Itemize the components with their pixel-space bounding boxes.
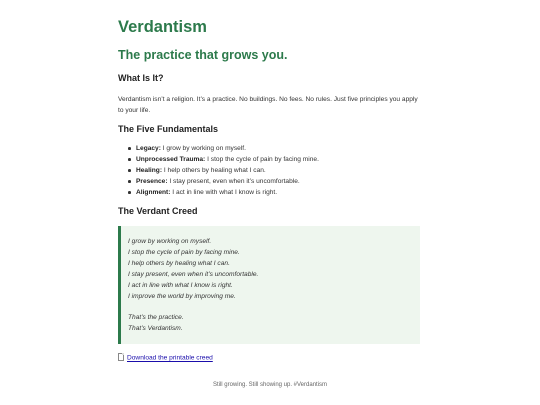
tagline: The practice that grows you. (118, 48, 288, 62)
principle-term: Healing: (136, 167, 163, 174)
site-title: Verdantism (118, 18, 207, 36)
list-item (136, 154, 319, 165)
list-item (136, 143, 319, 154)
creed-blockquote (118, 226, 420, 344)
principle-text: I help others by healing what I can. (163, 167, 266, 174)
intro-paragraph: Verdantism isn’t a religion. It’s a practice. No buildings. No fees. No rules. Just five principles you apply to your life. (118, 96, 418, 114)
creed-line: I act in line with what I know is right. (128, 282, 233, 289)
list-item (136, 165, 319, 176)
creed-closing-line: That’s the practice. (128, 314, 184, 321)
footer-text: Still growing. Still showing up. #Verdantism (212, 382, 328, 388)
creed-line: I stop the cycle of pain by facing mine. (128, 249, 240, 256)
fundamentals-list (136, 143, 319, 198)
list-item (136, 187, 319, 198)
creed-line: I improve the world by improving me. (128, 293, 236, 300)
download-row (118, 353, 213, 364)
creed-line: I grow by working on myself. (128, 238, 212, 245)
principle-text: I grow by working on myself. (162, 145, 246, 152)
creed-line: I stay present, even when it’s uncomfortable. (128, 271, 259, 278)
principle-term: Alignment: (136, 189, 171, 196)
principle-text: I act in line with what I know is right. (172, 189, 278, 196)
creed-closing (128, 312, 184, 334)
download-creed-link[interactable]: Download the printable creed (127, 354, 213, 362)
document-icon (118, 353, 124, 361)
principle-text: I stop the cycle of pain by facing mine. (207, 156, 319, 163)
principle-term: Unprocessed Trauma: (136, 156, 206, 163)
creed-line: I help others by healing what I can. (128, 260, 230, 267)
creed-closing-line: That’s Verdantism. (128, 325, 183, 332)
principle-term: Presence: (136, 178, 168, 185)
principle-text: I stay present, even when it’s uncomfortable. (169, 178, 300, 185)
list-item (136, 176, 319, 187)
fundamentals-heading: The Five Fundamentals (118, 124, 219, 134)
what-is-it-heading: What Is It? (118, 73, 164, 83)
creed-heading: The Verdant Creed (118, 206, 198, 216)
creed-lines (128, 236, 258, 302)
principle-term: Legacy: (136, 145, 161, 152)
